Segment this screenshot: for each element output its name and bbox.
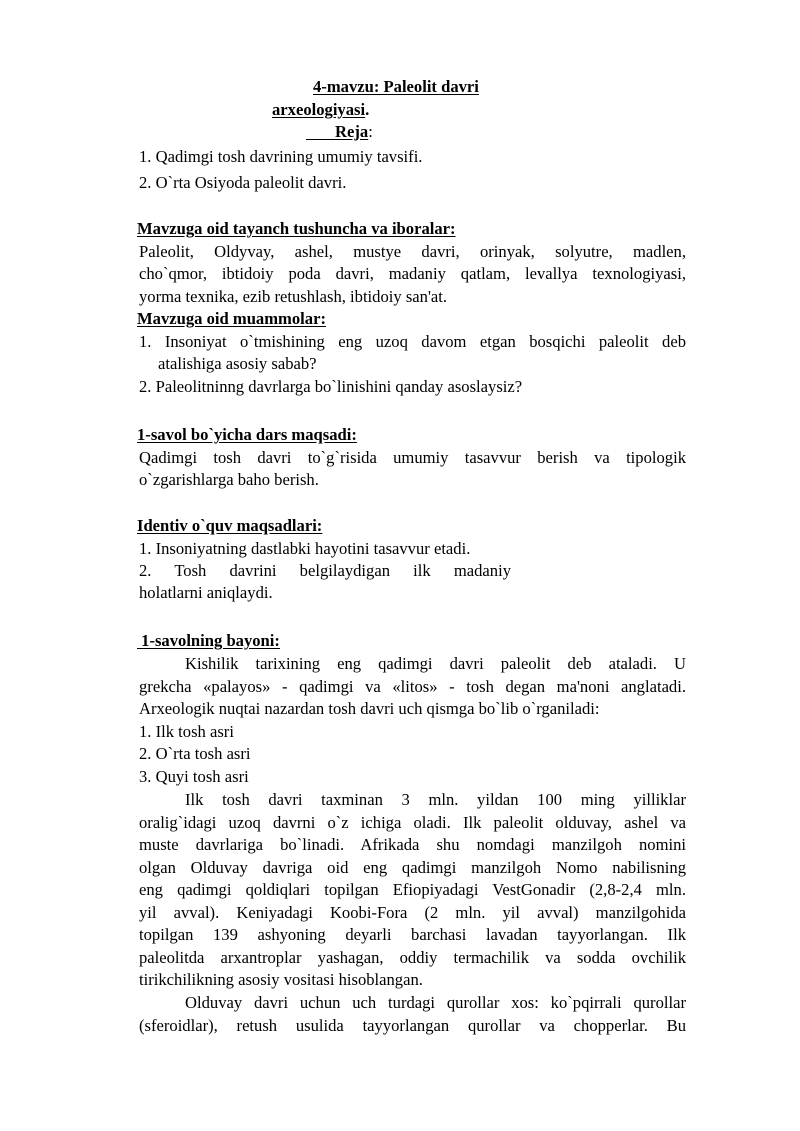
body-line: oralig`idagi uzoq davrni o`z ichiga oladi. Ilk paleolit olduvay, ashel va xyxy=(139,813,686,832)
title-line-2: arxeologiyasi. xyxy=(272,100,370,119)
identive-heading: Identiv o`quv maqsadlari: xyxy=(137,516,323,535)
plan-item-2: 2. O`rta Osiyoda paleolit davri. xyxy=(139,173,347,192)
body-line: eng qadimgi qoldiqlari topilgan Efiopiyadagi VestGonadir (2,8-2,4 mln. xyxy=(139,880,686,899)
body-line: Ilk tosh davri taxminan 3 mln. yildan 100 ming yilliklar xyxy=(185,790,686,809)
list-item: 3. Quyi tosh asri xyxy=(139,767,249,786)
body-line: Olduvay davri uchun uch turdagi qurollar xos: ko`pqirrali qurollar xyxy=(185,993,686,1012)
body-line: tirikchilikning asosiy vositasi hisoblangan. xyxy=(139,970,423,989)
body-line: olgan Olduvay davriga oid eng qadimgi manzilgoh Nomo nabilisning xyxy=(139,858,686,877)
title-line-1: 4-mavzu: Paleolit davri xyxy=(313,77,479,96)
body-line: Arxeologik nuqtai nazardan tosh davri uch qismga bo`lib o`rganiladi: xyxy=(139,699,600,718)
goal-heading: 1-savol bo`yicha dars maqsadi: xyxy=(137,425,357,444)
plan-heading: Reja: xyxy=(306,122,373,141)
body-line: yil avval). Keniyadagi Koobi-Fora (2 mln. yil avval) manzilgohida xyxy=(139,903,686,922)
goal-line-1: Qadimgi tosh davri to`g`risida umumiy tasavvur berish va tipologik xyxy=(139,448,686,467)
body-line: (sferoidlar), retush usulida tayyorlangan qurollar va chopperlar. Bu xyxy=(139,1016,686,1035)
problem-1-line-1: 1. Insoniyat o`tmishining eng uzoq davom etgan bosqichi paleolit deb xyxy=(139,332,686,351)
body-line: grekcha «palayos» - qadimgi va «litos» - tosh degan ma'noni anglatadi. xyxy=(139,677,686,696)
body-line: muste davrlariga bo`linadi. Afrikada shu nomdagi manzilgoh nomini xyxy=(139,835,686,854)
goal-line-2: o`zgarishlarga baho berish. xyxy=(139,470,319,489)
identive-item-2-line-1: 2. Tosh davrini belgilaydigan ilk madaniy xyxy=(139,561,511,580)
list-item: 1. Ilk tosh asri xyxy=(139,722,234,741)
body-line: Kishilik tarixining eng qadimgi davri paleolit deb ataladi. U xyxy=(185,654,686,673)
plan-item-1: 1. Qadimgi tosh davrining umumiy tavsifi. xyxy=(139,147,423,166)
problems-heading: Mavzuga oid muammolar: xyxy=(137,309,326,328)
list-item: 2. O`rta tosh asri xyxy=(139,744,251,763)
key-terms-heading: Mavzuga oid tayanch tushuncha va iboralar: xyxy=(137,219,456,238)
identive-item-2-line-2: holatlarni aniqlaydi. xyxy=(139,583,273,602)
problem-2: 2. Paleolitninng davrlarga bo`linishini qanday asoslaysiz? xyxy=(139,377,523,396)
body-line: topilgan 139 ashyoning deyarli barchasi lavadan tayyorlangan. Ilk xyxy=(139,925,686,944)
key-terms-line-3: yorma texnika, ezib retushlash, ibtidoiy san'at. xyxy=(139,287,448,306)
exposition-heading: 1-savolning bayoni: xyxy=(137,631,280,650)
identive-item-1: 1. Insoniyatning dastlabki hayotini tasavvur etadi. xyxy=(139,539,471,558)
key-terms-line-1: Paleolit, Oldyvay, ashel, mustye davri, orinyak, solyutre, madlen, xyxy=(139,242,686,261)
problem-1-line-2: atalishiga asosiy sabab? xyxy=(158,354,317,373)
key-terms-line-2: cho`qmor, ibtidoiy poda davri, madaniy qatlam, levallya texnologiyasi, xyxy=(139,264,686,283)
body-line: paleolitda arxantroplar yashagan, oddiy termachilik va sodda ovchilik xyxy=(139,948,686,967)
